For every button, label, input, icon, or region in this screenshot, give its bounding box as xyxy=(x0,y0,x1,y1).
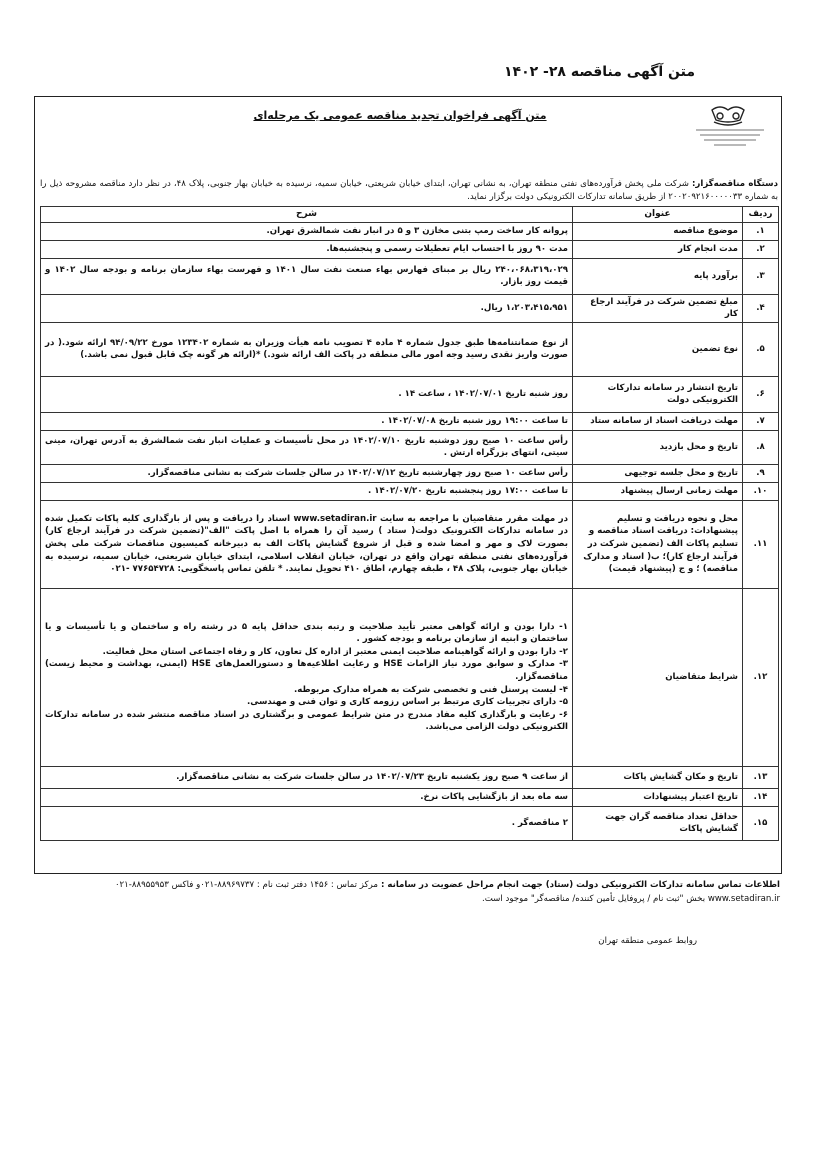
row-desc: رأس ساعت ۱۰ صبح روز چهارشنبه تاریخ ۱۴۰۲/۰۷/۱۲ در سالن جلسات شرکت به نشانی مناقصه‌گزار. xyxy=(41,464,573,482)
row-num: ۱۴. xyxy=(743,788,779,806)
row-desc: در مهلت مقرر متقاضیان با مراجعه به سایت www.setadiran.ir اسناد را دریافت و پس از بارگذاری کلیه پاکات تکمیل شده در سامانه تدارکات الکترونیک دولت( ستاد ) رسید آن را همراه با اصل پاکت "الف"(تضمین شرکت در فرآیند ارجاع کار) بصورت لاک و مهر و امضا شده و قبل از شروع گشایش پاکات الف به دبیرخانه کمیسیون مناقصات شرکت ملی پخش فرآورده‌های نفتی منطقه تهران واقع در تهران، خیابان انقلاب اسلامی، ابتدای خیابان شریعتی، خیابان سمیه، نرسیده به خیابان بهار جنوبی، پلاک ۴۸ ، طبقه چهارم، اطاق ۴۱۰ تحویل نمایند. * تلفن تماس پاسخگویی: ۷۷۶۵۴۷۲۸ -۰۲۱ xyxy=(41,500,573,588)
row-num: ۷. xyxy=(743,412,779,430)
row-num: ۱۵. xyxy=(743,806,779,840)
row-num: ۹. xyxy=(743,464,779,482)
condition-item: ۵- دارای تجربیات کاری مرتبط بر اساس رزومه کاری و توان فنی و مهندسی. xyxy=(246,697,568,708)
condition-item: ۴- لیست پرسنل فنی و تخصصی شرکت به همراه مدارک مربوطه. xyxy=(294,684,568,695)
row-title: تاریخ و محل جلسه توجیهی xyxy=(573,464,743,482)
row-title: مهلت زمانی ارسال پیشنهاد xyxy=(573,482,743,500)
table-row xyxy=(41,294,779,322)
row-title: مبلغ تضمین شرکت در فرآیند ارجاع کار xyxy=(573,294,743,322)
row-title: برآورد پایه xyxy=(573,258,743,294)
table-row xyxy=(41,766,779,788)
table-row xyxy=(41,222,779,240)
condition-item: ۲- دارا بودن و ارائه گواهینامه صلاحیت ایمنی معتبر از اداره کل تعاون، کار و رفاه اجتماعی استان محل فعالیت. xyxy=(102,646,568,657)
table-row xyxy=(41,258,779,294)
tender-table xyxy=(40,206,779,841)
row-title: محل و نحوه دریافت و تسلیم پیشنهادات: دریافت اسناد مناقصه و تسلیم پاکات الف (تضمین شرکت در فرآیند ارجاع کار)؛ ب( اسناد و مدارک مناقصه) ؛ و ج (پیشنهاد قیمت) xyxy=(573,500,743,588)
site-line[interactable]: www.setadiran.ir بخش "ثبت نام / پروفایل تأمین کننده/ مناقصه‌گر" موجود است. xyxy=(482,894,780,904)
logo-emblem-icon xyxy=(690,104,770,164)
row-desc: روز شنبه تاریخ ۱۴۰۲/۰۷/۰۱ ، ساعت ۱۴ . xyxy=(41,376,573,412)
table-row xyxy=(41,788,779,806)
header-desc: شرح xyxy=(41,207,573,223)
table-row xyxy=(41,588,779,766)
row-num: ۲. xyxy=(743,240,779,258)
table-row xyxy=(41,430,779,464)
conditions-cell xyxy=(41,588,573,766)
header-num: ردیف xyxy=(743,207,779,223)
row-title: تاریخ و محل بازدید xyxy=(573,430,743,464)
row-desc: رأس ساعت ۱۰ صبح روز دوشنبه تاریخ ۱۴۰۲/۰۷/۱۰ در محل تأسیسات و عملیات انبار نفت شمالشرق به آدرس تهران، مینی سیتی، انتهای بزرگراه ارتش . xyxy=(41,430,573,464)
row-desc: تا ساعت ۱۷:۰۰ روز پنجشنبه تاریخ ۱۴۰۲/۰۷/۲۰ . xyxy=(41,482,573,500)
footer-contact xyxy=(40,878,780,906)
company-logo xyxy=(690,104,770,164)
row-title: تاریخ انتشار در سامانه تدارکات الکترونیکی دولت xyxy=(573,376,743,412)
condition-item: ۱- دارا بودن و ارائه گواهی معتبر تأیید صلاحیت و رتبه بندی حداقل پایه ۵ در رشته راه و ساختمان و یا تأسیسات و یا ساختمان و ابنیه از سازمان برنامه و بودجه کشور . xyxy=(45,621,569,645)
row-num: ۱۲. xyxy=(743,588,779,766)
row-num: ۱۱. xyxy=(743,500,779,588)
row-num: ۴. xyxy=(743,294,779,322)
row-title: مهلت دریافت اسناد از سامانه ستاد xyxy=(573,412,743,430)
row-desc: سه ماه بعد از بازگشایی پاکات نرخ. xyxy=(41,788,573,806)
row-num: ۱. xyxy=(743,222,779,240)
table-row xyxy=(41,412,779,430)
table-row xyxy=(41,376,779,412)
row-desc: از نوع ضمانتنامه‌ها طبق جدول شماره ۴ ماده ۴ تصویب نامه هیأت وزیران به شماره ۱۲۳۴۰۲ مورخ ۹۴/۰۹/۲۲ ارائه شود.( در صورت واریز نقدی رسید وجه امور مالی منطقه در پاکت الف ارائه شود.) *(ارائه هر گونه چک قابل قبول نمی باشد.) xyxy=(41,322,573,376)
condition-item: ۶- رعایت و بارگذاری کلیه مفاد مندرج در متن شرایط عمومی و برگشتاری در اسناد مناقصه منتشر شده در سامانه تدارکات الکترونیکی دولت الزامی می‌باشد. xyxy=(45,709,568,733)
header-title: عنوان xyxy=(573,207,743,223)
contact-label: اطلاعات تماس سامانه تدارکات الکترونیکی دولت (ستاد) جهت انجام مراحل عضویت در سامانه : xyxy=(380,880,780,890)
row-num: ۱۳. xyxy=(743,766,779,788)
condition-item: ۳- مدارک و سوابق مورد نیاز الزامات HSE و رعایت اطلاعیه‌ها و دستورالعمل‌های HSE (ایمنی، بهداشت و محیط زیست) مناقصه‌گزار. xyxy=(45,659,568,682)
row-num: ۶. xyxy=(743,376,779,412)
row-desc: ۲ مناقصه‌گر . xyxy=(41,806,573,840)
organizer-intro xyxy=(40,178,778,204)
table-row xyxy=(41,482,779,500)
row-num: ۸. xyxy=(743,430,779,464)
row-title: نوع تضمین xyxy=(573,322,743,376)
table-row xyxy=(41,500,779,588)
table-row xyxy=(41,240,779,258)
public-relations-sign: روابط عمومی منطقه تهران xyxy=(598,936,697,946)
row-desc: تا ساعت ۱۹:۰۰ روز شنبه تاریخ ۱۴۰۲/۰۷/۰۸ . xyxy=(41,412,573,430)
row-desc: مدت ۹۰ روز با احتساب ایام تعطیلات رسمی و پنجشنبه‌ها. xyxy=(41,240,573,258)
page-heading: متن آگهی مناقصه ۲۸- ۱۴۰۲ xyxy=(503,64,695,80)
row-title: موضوع مناقصه xyxy=(573,222,743,240)
contact-numbers: مرکز تماس : ۱۴۵۶ دفتر ثبت نام : ۸۸۹۶۹۷۳۷-۰۲۱و فاکس ۸۸۹۵۵۹۵۳-۰۲۱ xyxy=(114,880,378,890)
notice-subject: متن آگهی فراخوان تجدید مناقصه عمومی یک مرحله‌ای xyxy=(253,109,547,122)
table-row xyxy=(41,464,779,482)
row-num: ۵. xyxy=(743,322,779,376)
row-title: شرایط متقاضیان xyxy=(573,588,743,766)
row-title: تاریخ و مکان گشایش پاکات xyxy=(573,766,743,788)
organizer-label: دستگاه مناقصه‌گزار: xyxy=(692,179,778,189)
row-desc: ۲۴۰،۰۶۸،۳۱۹،۰۲۹ ریال بر مبنای فهارس بهاء صنعت نفت سال ۱۴۰۱ و فهرست بهاء سازمان برنامه و بودجه سال ۱۴۰۲ و قیمت روز بازار. xyxy=(41,258,573,294)
row-num: ۳. xyxy=(743,258,779,294)
row-title: حداقل تعداد مناقصه گران جهت گشایش پاکات xyxy=(573,806,743,840)
table-row xyxy=(41,806,779,840)
organizer-text: شرکت ملی پخش فرآورده‌های نفتی منطقه تهران، به نشانی تهران، ابتدای خیابان شریعتی، خیابان سمیه، نرسیده به خیابان بهار جنوبی، پلاک ۴۸، در نظر دارد مناقصه مشروحه ذیل را به شماره ۲۰۰۲۰۹۲۱۶۰۰۰۰۰۳۳ از طریق سامانه تدارکات الکترونیکی دولت برگزار نماید. xyxy=(40,179,778,202)
row-desc: پروانه کار ساخت رمپ بتنی مخازن ۳ و ۵ در انبار نفت شمالشرق تهران. xyxy=(41,222,573,240)
row-title: مدت انجام کار xyxy=(573,240,743,258)
table-row xyxy=(41,322,779,376)
row-desc: ۱،۲۰۳،۴۱۵،۹۵۱ ریال. xyxy=(41,294,573,322)
row-title: تاریخ اعتبار پیشنهادات xyxy=(573,788,743,806)
table-header-row xyxy=(41,207,779,223)
row-desc: از ساعت ۹ صبح روز یکشنبه تاریخ ۱۴۰۲/۰۷/۲۳ در سالن جلسات شرکت به نشانی مناقصه‌گزار. xyxy=(41,766,573,788)
row-num: ۱۰. xyxy=(743,482,779,500)
